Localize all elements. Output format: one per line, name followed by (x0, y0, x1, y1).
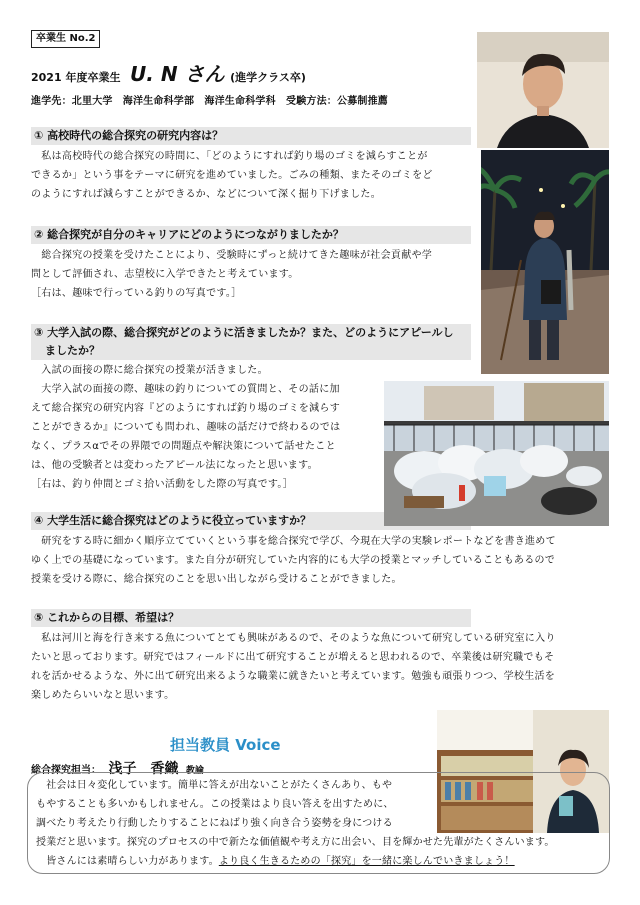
graduate-title (31, 58, 306, 87)
question-3 (31, 324, 471, 360)
answer-4-line-3: 授業を受ける際に、総合探究のことを思い出しながら受けることができました。 (31, 574, 402, 585)
answer-3-line-6: は、他の受験者とは変わったアピール法になったと思います。 (31, 460, 318, 471)
answer-5-line-1: 私は河川と海を行き来する魚についてとても興味があるので、そのような魚について研究している研究室に入り (31, 633, 556, 644)
voice-line-5-plain: 皆さんには素晴らしい力があります。 (36, 856, 219, 867)
answer-2-note: ［右は、趣味で行っている釣りの写真です。］ (31, 288, 242, 299)
answer-3-line-5: なく、プラスαでその界隈での問題点や解決策について話せたこと (31, 441, 336, 452)
answer-4 (31, 532, 556, 589)
university-info: 進学先：北里大学 海洋生命科学部 海洋生命科学科 受験方法：公募制推薦 (31, 96, 388, 107)
graduation-year: 2021 年度卒業生 (31, 71, 121, 84)
answer-3-line-1: 入試の面接の際に総合探究の授業が活きました。 (31, 365, 268, 376)
voice-message (36, 776, 604, 871)
answer-5-line-4: 楽しめたらいいなと思います。 (31, 690, 175, 701)
graduate-portrait-photo (477, 32, 609, 148)
voice-title: 担当教員 Voice (170, 736, 281, 754)
question-1: ① 高校時代の総合探究の研究内容は？ (31, 127, 471, 145)
answer-5 (31, 629, 556, 705)
answer-1 (31, 147, 433, 204)
graduate-name: U. N さん (130, 62, 225, 86)
teacher-role: 総合探究担当： (31, 765, 101, 776)
answer-1-line-2: できるか」という事をテーマに研究を進めていました。ごみの種類、またそのゴミをど (31, 170, 433, 181)
answer-3-line-4: ことができるか』についても問われ、趣味の話だけで終わるのでは (31, 422, 341, 433)
question-3-line-1: ③ 大学入試の際、総合探究がどのように活きましたか？また、どのようにアピールし (34, 326, 454, 339)
voice-line-4: 授業だと思います。探究のプロセスの中で新たな価値観や考え方に出会い、目を輝かせた先輩がたくさんいます。 (36, 837, 555, 848)
voice-line-5 (36, 852, 604, 871)
answer-5-line-2: たいと思っております。研究ではフィールドに出て研究することが増えると思われるので、卒業後は研究職でもそ (31, 652, 555, 663)
answer-3-line-2: 大学入試の面接の際、趣味の釣りについての質問と、その話に加 (31, 384, 340, 395)
graduate-course: (進学クラス卒) (230, 71, 306, 84)
question-5: ⑤ これからの目標、希望は？ (31, 609, 471, 627)
question-3-line-2: ましたか？ (34, 344, 100, 357)
voice-line-3: 調べたり考えたり行動したりすることにねばり強く向き合う姿勢を身につける (36, 818, 393, 829)
answer-3-line-3: えて総合探究の研究内容『どのようにすれば釣り場のゴミを減らす (31, 403, 340, 414)
answer-4-line-1: 研究をする時に細かく順序立てていくという事を総合探究で学び、今現在大学の実験レポートなどを書き進めて (31, 536, 556, 547)
graduate-number-tag: 卒業生 No.2 (31, 30, 100, 48)
fishing-photo (481, 150, 609, 374)
answer-2-line-2: 問として評価され、志望校に入学できたと考えています。 (31, 269, 299, 280)
answer-3-note: ［右は、釣り仲間とゴミ拾い活動をした際の写真です。］ (31, 479, 293, 490)
answer-1-line-3: のようにすれば減らすことができるか、などについて深く掘り下げました。 (31, 189, 381, 200)
question-2: ② 総合探究が自分のキャリアにどのようにつながりましたか？ (31, 226, 471, 244)
answer-4-line-2: ゆく上での基礎になっています。また自分が研究していた内容的にも大学の授業とマッチしていることもあるので (31, 555, 556, 566)
voice-line-1: 社会は日々変化しています。簡単に答えが出ないことがたくさんあり、もや (36, 780, 393, 791)
answer-1-line-1: 私は高校時代の総合探究の時間に、「どのようにすれば釣り場のゴミを減らすことが (31, 151, 428, 162)
cleanup-photo (384, 381, 609, 526)
answer-2-line-1: 総合探究の授業を受けたことにより、受験時にずっと続けてきた趣味が社会貢献や学 (31, 250, 433, 261)
teacher-name: 浅子 香織 (108, 761, 179, 777)
teacher-title: 教諭 (185, 766, 204, 776)
voice-line-5-underlined: より良く生きるための「探究」を一緒に楽しんでいきましょう！ (218, 856, 515, 867)
answer-2 (31, 246, 432, 303)
answer-5-line-3: れを活かせるような、外に出て研究出来るような職業に就きたいと考えています。勉強も頑張りつつ、学校生活を (31, 671, 556, 682)
question-4: ④ 大学生活に総合探究はどのように役立っていますか？ (31, 512, 471, 530)
voice-line-2: もやすることも多いかもしれません。この授業はより良い答えを出すために、 (36, 799, 394, 810)
answer-3 (31, 361, 340, 494)
